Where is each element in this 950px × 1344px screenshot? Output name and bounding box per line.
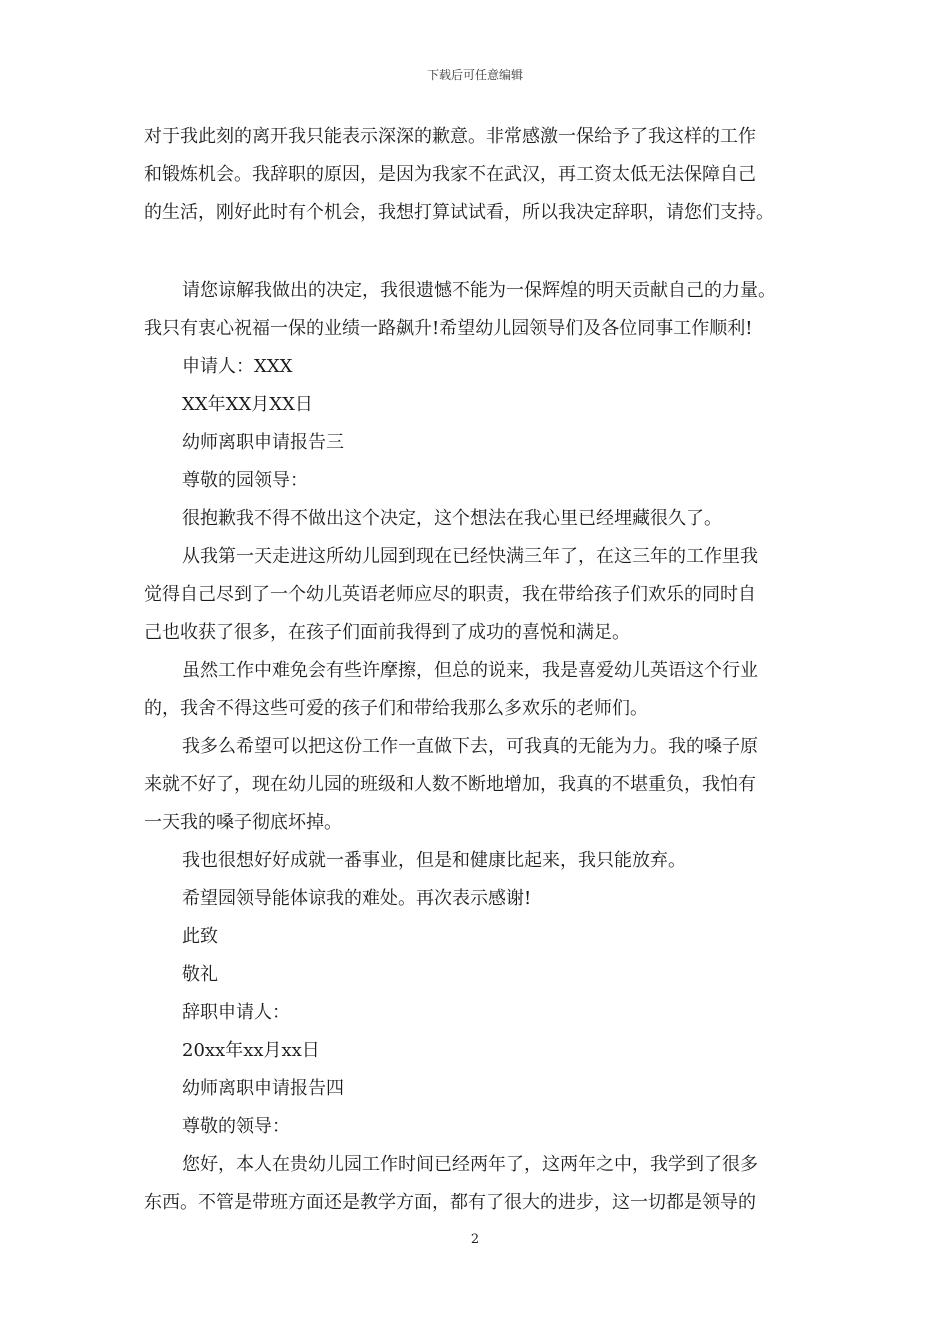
document-body: [144, 118, 814, 1222]
page-header: 下载后可任意编辑: [426, 68, 523, 82]
salutation: 尊敬的园领导：: [182, 470, 308, 491]
paragraph-gap: [144, 232, 814, 272]
section-title: 幼师离职申请报告三: [182, 432, 344, 453]
text-line: 的生活，刚好此时有个机会，我想打算试试看，所以我决定辞职，请您们支持。: [144, 202, 774, 223]
text-line: 对于我此刻的离开我只能表示深深的歉意。非常感激一保给予了我这样的工作: [144, 126, 756, 147]
date-line: 20xx年xx月xx日: [182, 1040, 320, 1061]
closing-line: 此致: [182, 926, 218, 947]
salutation: 尊敬的领导：: [182, 1116, 290, 1137]
text-line: 己也收获了很多，在孩子们面前我得到了成功的喜悦和满足。: [144, 622, 630, 643]
text-line: 来就不好了，现在幼儿园的班级和人数不断地增加，我真的不堪重负，我怕有: [144, 774, 756, 795]
text-line: 的，我舍不得这些可爱的孩子们和带给我那么多欢乐的老师们。: [144, 698, 648, 719]
closing-line: 敬礼: [182, 964, 218, 985]
text-line: 和锻炼机会。我辞职的原因，是因为我家不在武汉，再工资太低无法保障自己: [144, 164, 756, 185]
text-line: 虽然工作中难免会有些许摩擦，但总的说来，我是喜爱幼儿英语这个行业: [182, 660, 758, 681]
text-line: 希望园领导能体谅我的难处。再次表示感谢!: [182, 888, 532, 909]
text-line: 觉得自己尽到了一个幼儿英语老师应尽的职责，我在带给孩子们欢乐的同时自: [144, 584, 756, 605]
text-line: 我只有衷心祝福一保的业绩一路飙升!希望幼儿园领导们及各位同事工作顺利!: [144, 318, 753, 339]
text-line: 您好，本人在贵幼儿园工作时间已经两年了，这两年之中，我学到了很多: [182, 1154, 758, 1175]
text-line: 一天我的嗓子彻底坏掉。: [144, 812, 342, 833]
text-line: 从我第一天走进这所幼儿园到现在已经快满三年了，在这三年的工作里我: [182, 546, 758, 567]
page-number: 2: [470, 1232, 480, 1247]
text-line: 请您谅解我做出的决定，我很遗憾不能为一保辉煌的明天贡献自己的力量。: [182, 280, 776, 301]
applicant-line: 辞职申请人：: [182, 1002, 290, 1023]
section-title: 幼师离职申请报告四: [182, 1078, 344, 1099]
applicant-line: 申请人：XXX: [182, 356, 293, 377]
text-line: 东西。不管是带班方面还是教学方面，都有了很大的进步，这一切都是领导的: [144, 1192, 756, 1213]
text-line: 很抱歉我不得不做出这个决定，这个想法在我心里已经埋藏很久了。: [182, 508, 722, 529]
text-line: 我多么希望可以把这份工作一直做下去，可我真的无能为力。我的嗓子原: [182, 736, 758, 757]
date-line: XX年XX月XX日: [182, 394, 313, 415]
text-line: 我也很想好好成就一番事业，但是和健康比起来，我只能放弃。: [182, 850, 686, 871]
